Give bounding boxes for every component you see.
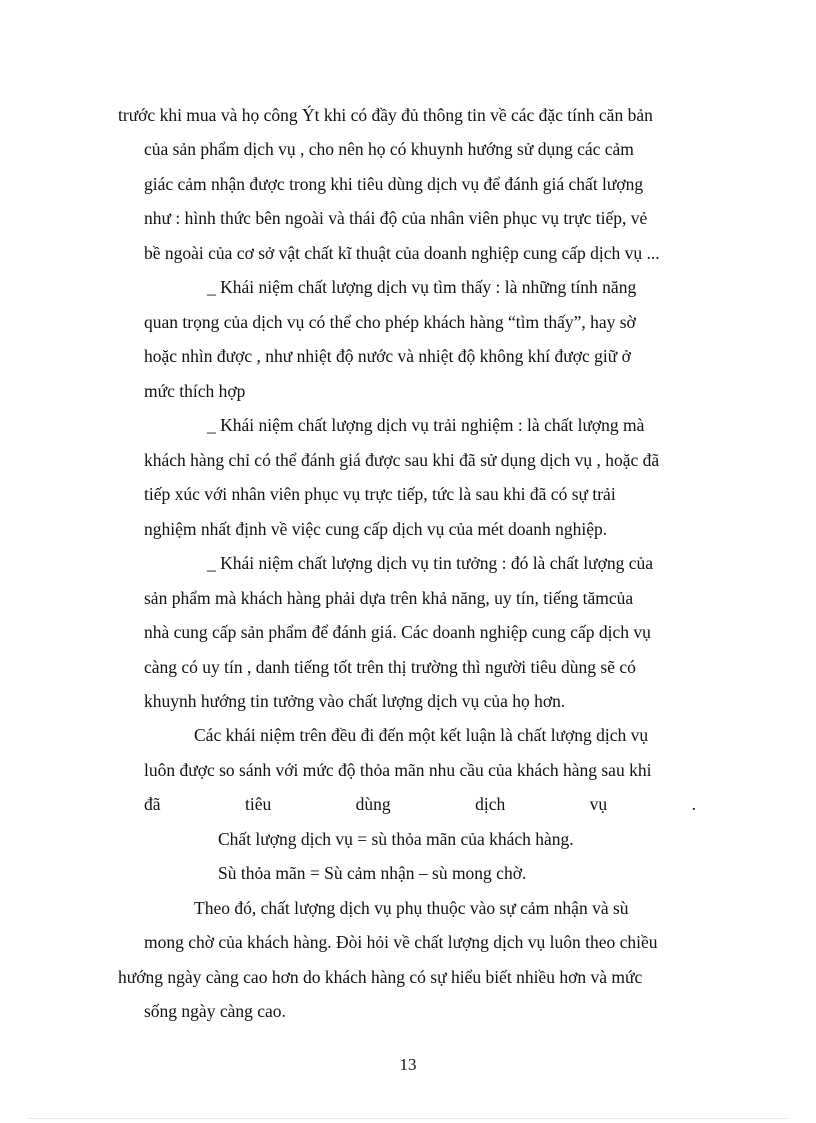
- body-line: càng có uy tín , danh tiếng tốt trên thị trường thì người tiêu dùng sẽ có: [144, 657, 636, 677]
- spread-word: đã: [144, 794, 161, 814]
- body-line: khách hàng chỉ có thể đánh giá được sau khi đã sử dụng dịch vụ , hoặc đã: [144, 450, 660, 470]
- spread-word: vụ: [589, 794, 608, 814]
- body-line: _ Khái niệm chất lượng dịch vụ tin tưởng : đó là chất lượng của: [207, 553, 653, 573]
- page-bottom-divider: [28, 1118, 788, 1119]
- body-line: sống ngày càng cao.: [144, 1001, 286, 1021]
- body-line: quan trọng của dịch vụ có thể cho phép khách hàng “tìm thấy”, hay sờ: [144, 312, 636, 332]
- page-number: 13: [399, 1055, 417, 1074]
- body-line: Theo đó, chất lượng dịch vụ phụ thuộc vào sự cảm nhận và sù: [194, 898, 629, 918]
- body-line: nghiệm nhất định về việc cung cấp dịch vụ của mét doanh nghiệp.: [144, 519, 608, 539]
- justified-line: [144, 793, 696, 815]
- body-line: giác cảm nhận được trong khi tiêu dùng dịch vụ để đánh giá chất lượng: [144, 174, 644, 194]
- body-line: _ Khái niệm chất lượng dịch vụ trải nghiệm : là chất lượng mà: [207, 415, 645, 435]
- spread-word: dùng: [355, 794, 391, 814]
- body-line: như : hình thức bên ngoài và thái độ của nhân viên phục vụ trực tiếp, vẻ: [144, 208, 648, 228]
- spread-word: .: [691, 794, 696, 814]
- body-line: nhà cung cấp sản phẩm để đánh giá. Các doanh nghiệp cung cấp dịch vụ: [144, 622, 651, 642]
- formula-line: Sù thỏa mãn = Sù cảm nhận – sù mong chờ.: [218, 863, 527, 883]
- body-line: sản phẩm mà khách hàng phải dựa trên khả năng, uy tín, tiếng tămcủa: [144, 588, 634, 608]
- body-line: tiếp xúc với nhân viên phục vụ trực tiếp, tức là sau khi đã có sự trải: [144, 484, 616, 504]
- body-line: mong chờ của khách hàng. Đòi hỏi về chất lượng dịch vụ luôn theo chiều: [144, 932, 658, 952]
- body-line: bề ngoài của cơ sở vật chất kĩ thuật của doanh nghiệp cung cấp dịch vụ ...: [144, 243, 660, 263]
- body-line: Các khái niệm trên đều đi đến một kết luận là chất lượng dịch vụ: [194, 725, 649, 745]
- body-line: hoặc nhìn được , như nhiệt độ nước và nhiệt độ không khí được giữ ở: [144, 346, 631, 366]
- body-line: trước khi mua và họ công Ýt khi có đầy đủ thông tin về các đặc tính căn bản: [118, 105, 653, 125]
- body-line: mức thích hợp: [144, 381, 246, 401]
- spread-word: dịch: [475, 794, 506, 814]
- body-line: khuynh hướng tin tưởng vào chất lượng dịch vụ của họ hơn.: [144, 691, 566, 711]
- spread-word: tiêu: [244, 794, 272, 814]
- formula-line: Chất lượng dịch vụ = sù thỏa mãn của khách hàng.: [218, 829, 574, 849]
- body-line: hướng ngày càng cao hơn do khách hàng có sự hiểu biết nhiều hơn và mức: [118, 967, 643, 987]
- body-line: _ Khái niệm chất lượng dịch vụ tìm thấy : là những tính năng: [207, 277, 637, 297]
- body-line: của sản phẩm dịch vụ , cho nên họ có khuynh hướng sử dụng các cảm: [144, 139, 634, 159]
- body-line: luôn được so sánh với mức độ thỏa mãn nhu cầu của khách hàng sau khi: [144, 760, 652, 780]
